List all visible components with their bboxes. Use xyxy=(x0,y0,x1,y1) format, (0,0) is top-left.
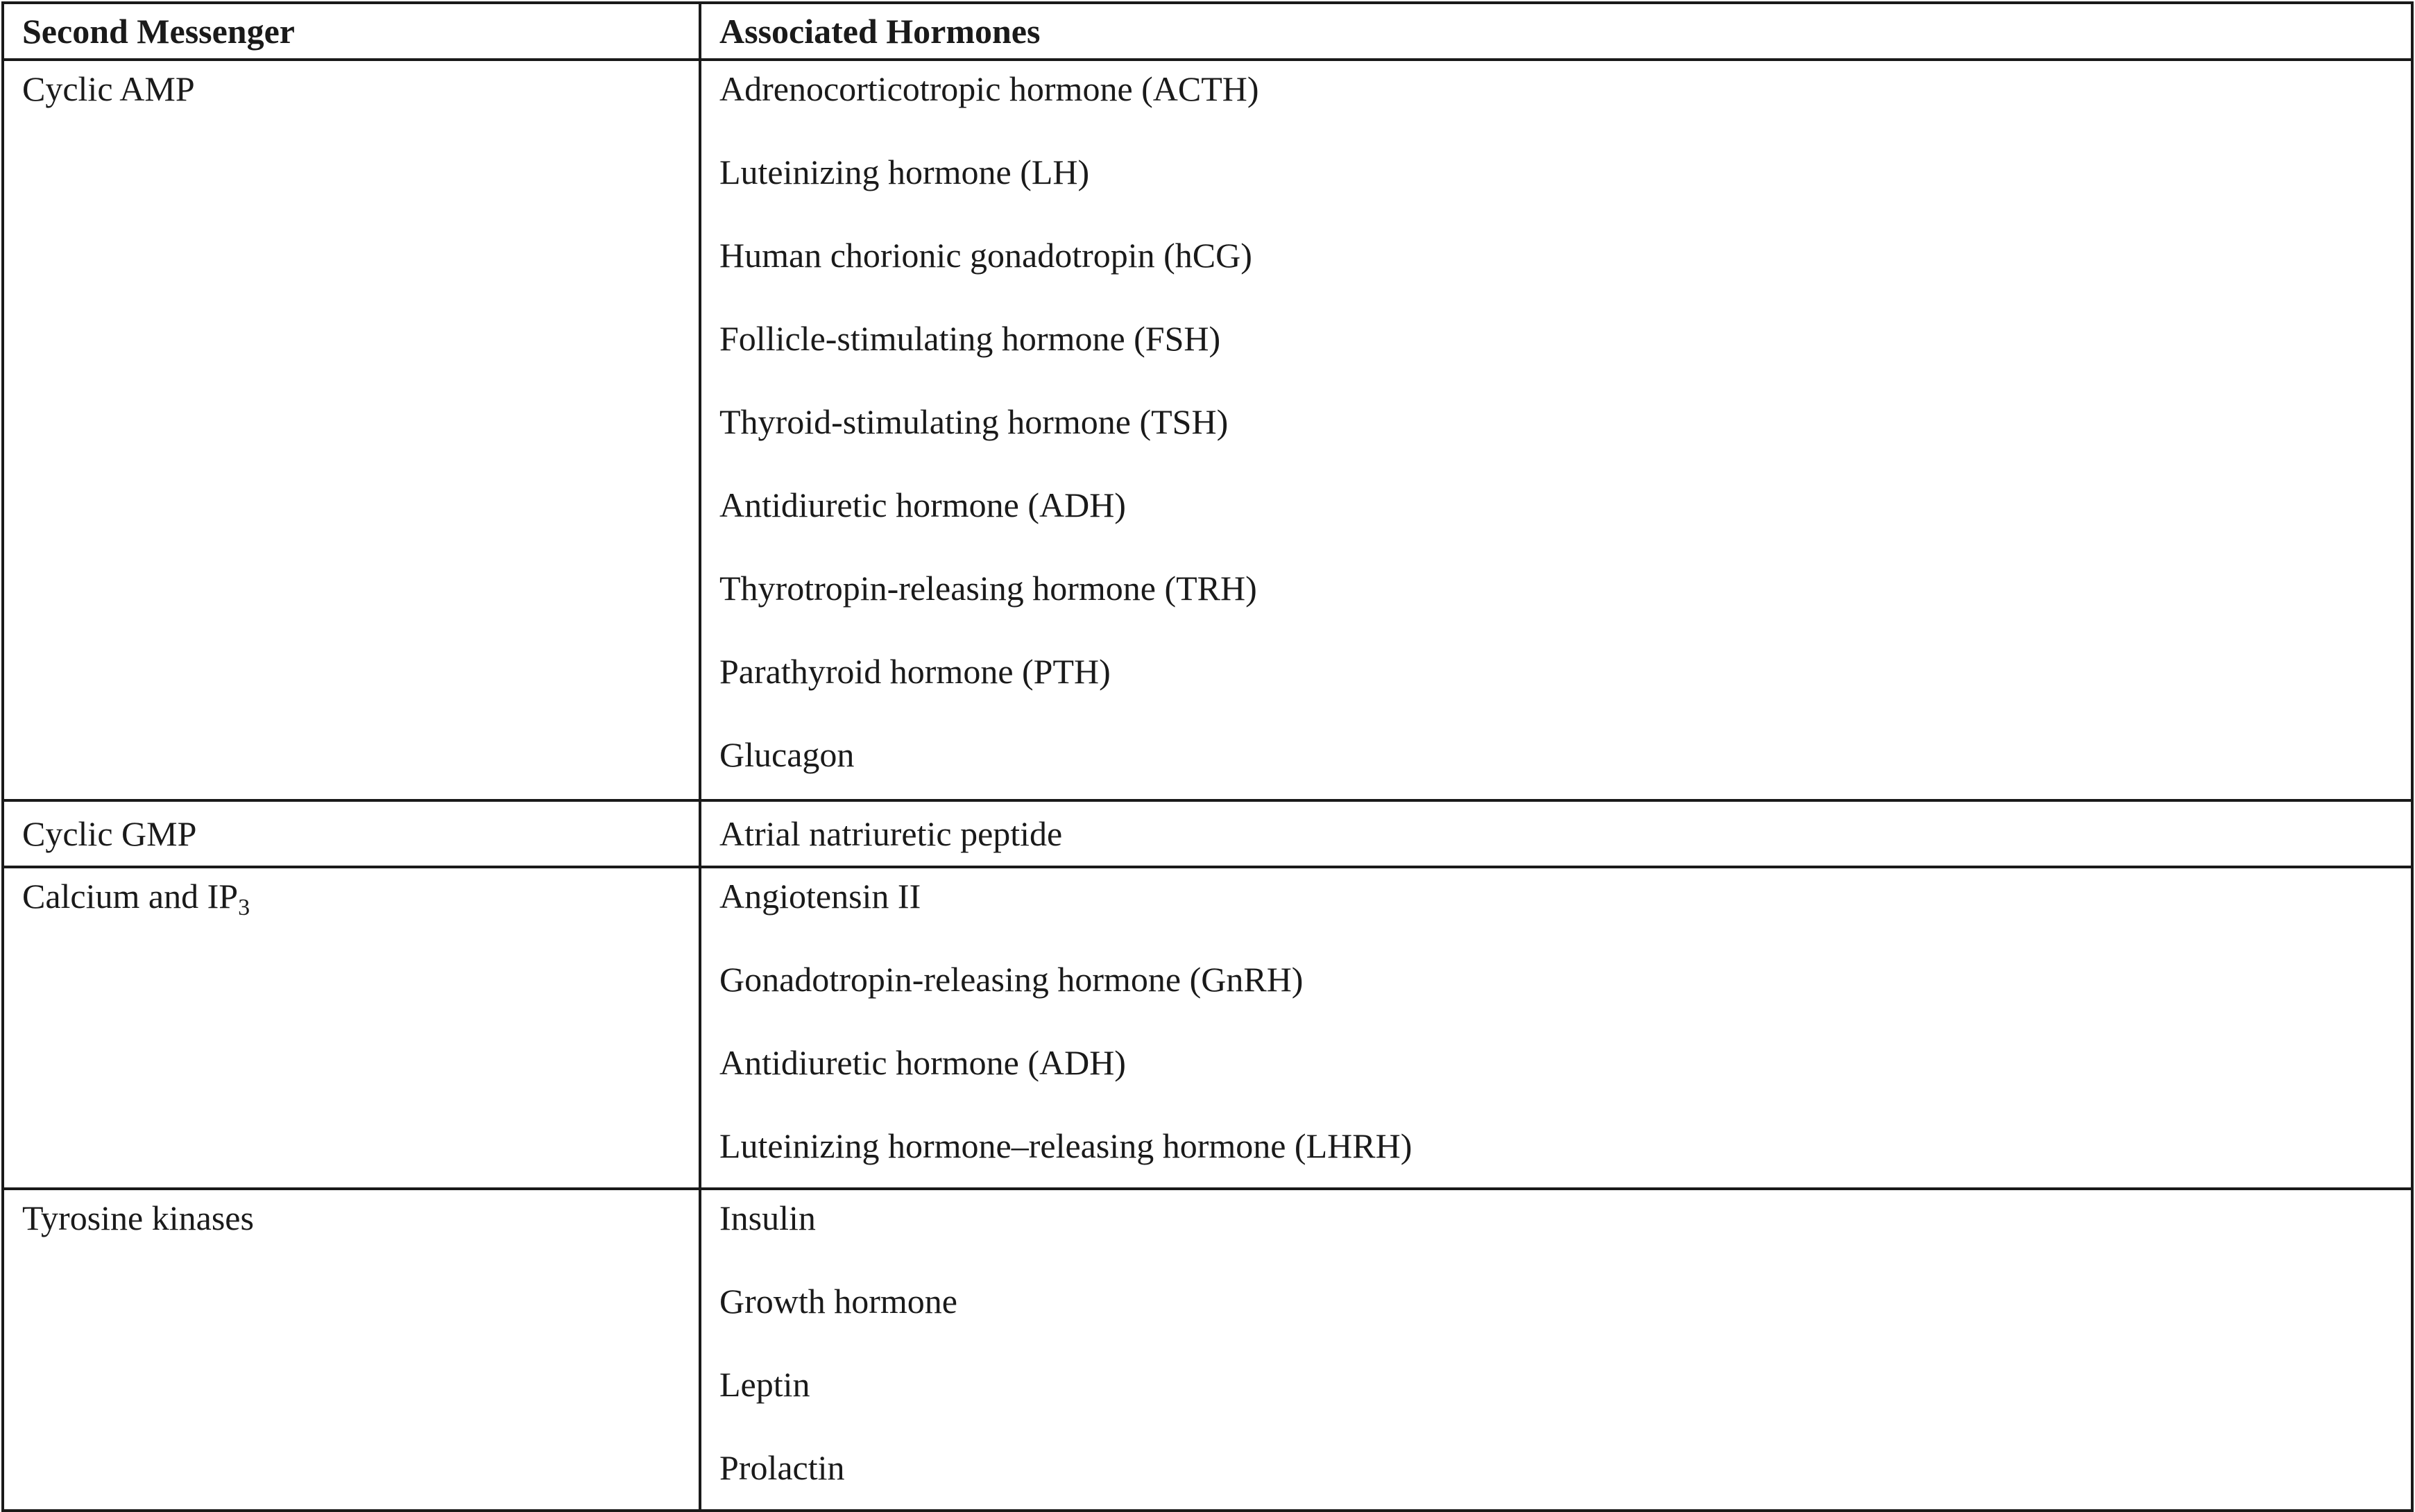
hormone-item: Luteinizing hormone (LH) xyxy=(719,153,1090,191)
hormones-cell xyxy=(700,1189,2412,1511)
hormone-item: Angiotensin II xyxy=(719,877,921,916)
hormone-item: Glucagon xyxy=(719,735,855,774)
messenger-name-subscript: 3 xyxy=(238,895,250,920)
hormone-item: Thyroid-stimulating hormone (TSH) xyxy=(719,402,1229,441)
hormone-item: Follicle-stimulating hormone (FSH) xyxy=(719,319,1221,358)
hormone-item: Antidiuretic hormone (ADH) xyxy=(719,486,1126,524)
hormone-list xyxy=(719,1176,2411,1509)
hormone-item: Adrenocorticotropic hormone (ACTH) xyxy=(719,69,1259,108)
hormone-item: Luteinizing hormone–releasing hormone (LHRH) xyxy=(719,1126,1413,1165)
hormones-cell xyxy=(700,60,2412,800)
table-row-calcium-ip3 xyxy=(3,867,2412,1189)
hormone-item: Human chorionic gonadotropin (hCG) xyxy=(719,236,1252,275)
messenger-name: Cyclic AMP xyxy=(22,69,195,108)
hormone-item: Atrial natriuretic peptide xyxy=(719,814,1063,853)
messenger-cell xyxy=(3,867,700,1189)
hormone-item: Thyrotropin-releasing hormone (TRH) xyxy=(719,569,1257,608)
messenger-cell xyxy=(3,1189,700,1511)
messenger-name: Tyrosine kinases xyxy=(22,1199,254,1237)
messenger-name: Cyclic GMP xyxy=(22,814,197,853)
messenger-name-main: Calcium and IP xyxy=(22,877,239,916)
messenger-name xyxy=(22,854,699,938)
hormone-item: Growth hormone xyxy=(719,1282,957,1321)
hormone-item: Insulin xyxy=(719,1199,816,1237)
second-messenger-table xyxy=(1,1,2414,1512)
hormone-item: Antidiuretic hormone (ADH) xyxy=(719,1043,1126,1082)
hormone-list xyxy=(719,47,2411,796)
hormone-item: Gonadotropin-releasing hormone (GnRH) xyxy=(719,960,1304,999)
hormone-item: Parathyroid hormone (PTH) xyxy=(719,652,1111,691)
hormone-list xyxy=(719,854,2411,1187)
hormone-item: Leptin xyxy=(719,1365,810,1404)
header-second-messenger: Second Messenger xyxy=(3,3,700,60)
hormone-item: Prolactin xyxy=(719,1448,845,1487)
table-row-cyclic-amp xyxy=(3,60,2412,800)
table-row-tyrosine-kinases xyxy=(3,1189,2412,1511)
messenger-cell xyxy=(3,60,700,800)
header-associated-hormones: Associated Hormones xyxy=(700,3,2412,60)
hormones-cell xyxy=(700,867,2412,1189)
